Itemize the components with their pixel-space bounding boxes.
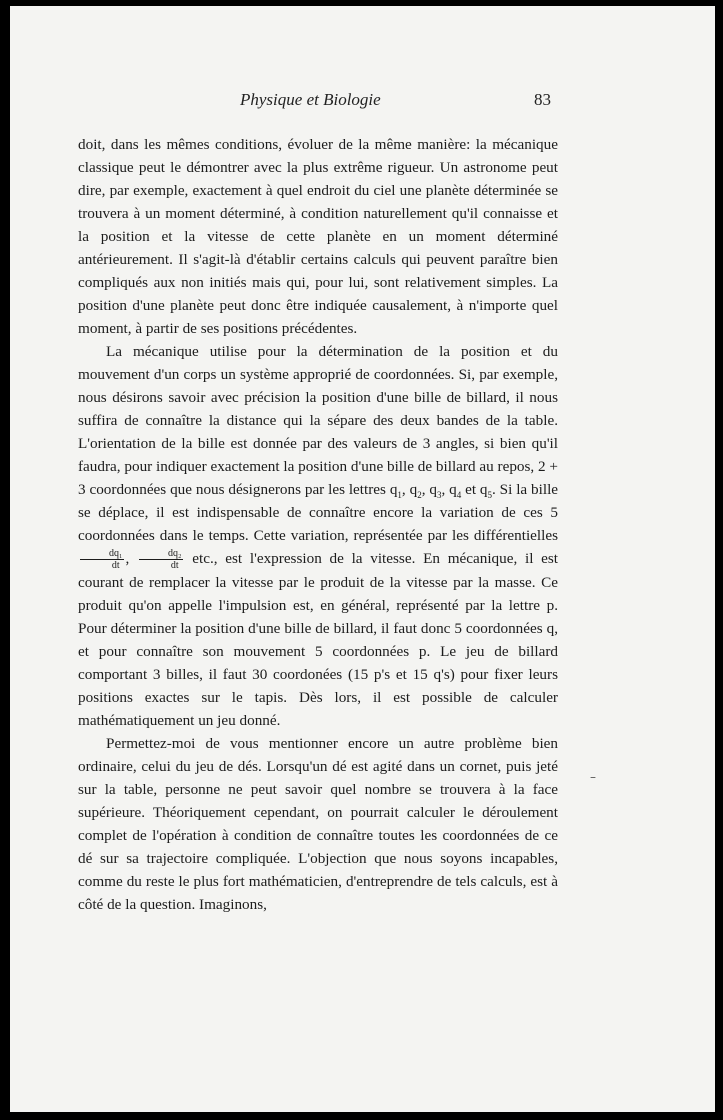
q3: $q_3$ <box>429 481 442 501</box>
book-page <box>10 6 715 1112</box>
fraction-dq2-dt: $\frac{\text{dq₂}}{dt}$ <box>139 548 183 571</box>
paragraph-2-part-c: etc., est l'expression de la vitesse. En mécanique, il est courant de remplacer la vitesse par le produit de la vitesse par la masse. Ce produit qu'on appelle l'impulsion est, en général, représenté par la lettre p. Pour déterminer la position d'une bille de billard, il faut donc 5 coordonnées q, et pour connaître son mouvement 5 coordonnées p. Le jeu de billard comportant 3 billes, il faut 30 coordonées (15 p's et 15 q's) pour fixer leurs positions exactes sur le tapis. Dès lors, il est possible de calculer mathématiquement un jeu donné. <box>78 550 559 730</box>
paragraph-2-part-a: La mécanique utilise pour la détermination de la position et du mouvement d'un corps un système approprié de coordonnées. Si, par exemple, nous désirons savoir avec précision la position d'une bille de billard, il nous suffira de connaître la distance qui la sépare des deux bandes de la table. L'orientation de la bille est donnée par des valeurs de 3 angles, si bien qu'il faudra, pour indiquer exactement la position d'une bille de billard au repos, 2 + 3 coordonnées que nous désignerons par les lettres <box>78 343 558 498</box>
margin-mark: – <box>590 770 596 784</box>
body-text <box>78 133 558 916</box>
paragraph-1: doit, dans les mêmes conditions, évoluer de la même manière: la mécanique classique peut le démontrer avec la plus extrême rigueur. Un astronome peut dire, par exemple, exactement à quel endroit du ciel une planète déterminée se trouvera à un moment déterminé, à condition naturellement qu'il connaisse et la position et la vitesse de cette planète en un moment déterminé antérieurement. Il s'agit-là d'établir certains calculs qui peuvent paraître bien compliqués aux non initiés mais qui, pour lui, sont relativement simples. La position d'une planète peut donc être indiquée causalement, à n'importe quel moment, à partir de ses positions précédentes. <box>78 136 558 337</box>
fraction-dq1-dt: $\frac{\text{dq₁}}{dt}$ <box>80 548 124 571</box>
page-number: 83 <box>534 90 551 109</box>
q1: $q_1$ <box>389 481 402 501</box>
paragraph-2: La mécanique utilise pour la détermination de la position et du mouvement d'un corps un système approprié de coordonnées. Si, par exemple, nous désirons savoir avec précision la position d'une bille de billard, il nous suffira de connaître la distance qui la sépare des deux bandes de la table. L'orientation de la bille est donnée par des valeurs de 3 angles, si bien qu'il faudra, pour indiquer exactement la position d'une bille de billard au repos, 2 + 3 coordonnées que nous désignerons par les lettres $q_1$, $q_2$, $q_3$, $q_4$ et $q_5$. Si la bille se déplace, il est indispensable de connaître encore la variation de ces 5 coordonnées dans le temps. Cette variation, représentée par les différentielles $\frac{\text{dq₁}}{dt}$ , $\frac{\text{dq₂}}{dt}$ etc., est l'expression de la vitesse. En mécanique, il est courant de remplacer la vitesse par le produit de la vitesse par la masse. Ce produit qu'on appelle l'impulsion est, en général, représenté par la lettre p. Pour déterminer la position d'une bille de billard, il faut donc 5 coordonnées q, et pour connaître son mouvement 5 coordonnées p. Le jeu de billard comportant 3 billes, il faut 30 coordonées (15 p's et 15 q's) pour fixer leurs positions exactes sur le tapis. Dès lors, il est possible de calculer mathématiquement un jeu donné. <box>78 343 559 730</box>
q4: $q_4$ <box>449 481 462 501</box>
paragraph-3: Permettez-moi de vous mentionner encore un autre problème bien ordinaire, celui du jeu de dés. Lorsqu'un dé est agité dans un cornet, puis jeté sur la table, personne ne peut savoir quel nombre se trouvera à la face supérieure. Théoriquement cependant, on pourrait calculer le déroulement complet de l'opération à condition de connaître toutes les coordonnées de ce dé sur sa trajectoire compliquée. L'objection que nous soyons incapables, comme du reste le plus fort mathématicien, d'entreprendre de tels calculs, est à côté de la question. Imaginons, <box>78 735 558 914</box>
running-title: Physique et Biologie <box>240 90 381 109</box>
paragraph-2-part-b: . Si la bille se déplace, il est indispensable de connaître encore la variation de ces 5 coordonnées dans le temps. Cette variation, représentée par les différentielles <box>78 481 559 544</box>
running-header <box>10 90 715 116</box>
q2: $q_2$ <box>409 481 422 501</box>
q5: $q_5$ <box>479 481 493 501</box>
